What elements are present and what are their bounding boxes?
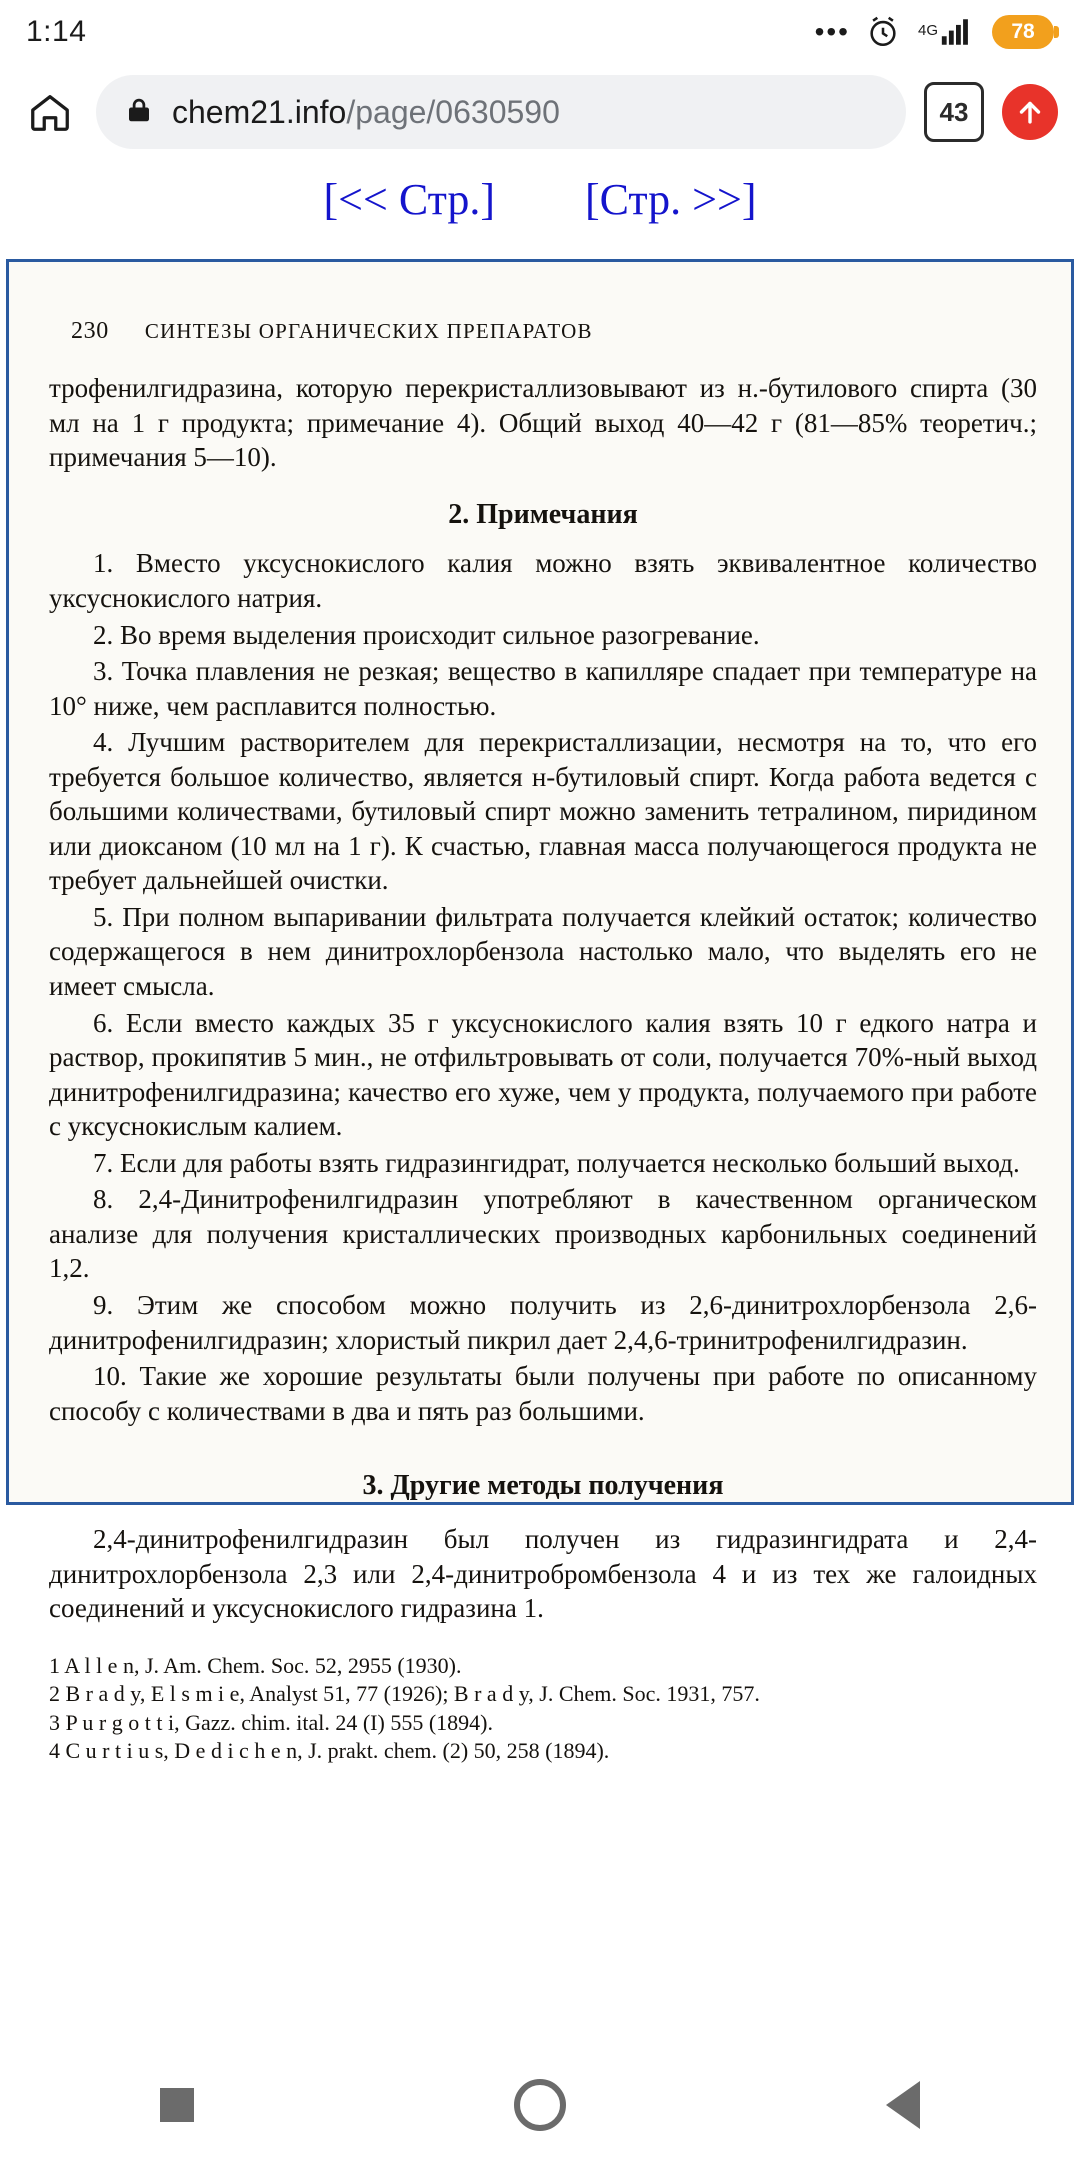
url-host: chem21.info	[172, 93, 347, 130]
scanned-page-image	[6, 259, 1074, 1764]
reference-item: 4 C u r t i u s, D e d i c h e n, J. prakt. chem. (2) 50, 258 (1894).	[49, 1738, 610, 1764]
signal-bars-icon	[916, 15, 976, 49]
scan-page-number: 230	[71, 318, 109, 344]
home-nav-icon[interactable]	[514, 2079, 566, 2131]
lock-icon	[124, 93, 154, 132]
alarm-clock-icon	[866, 15, 900, 49]
scan-section-3-title: 3. Другие методы получения	[362, 1470, 724, 1502]
reference-item: 2 B r a d y, E l s m i e, Analyst 51, 77 (1926); B r a d y, J. Chem. Soc. 1931, 757.	[49, 1681, 760, 1707]
scan-note: 10. Такие же хорошие результаты были получены при работе по описанному способу с количествами в два и пять раз большими.	[49, 1361, 1037, 1426]
scan-note: 1. Вместо уксуснокислого калия можно взять эквивалентное количество уксуснокислого натрия.	[49, 548, 1037, 614]
scan-note: 4. Лучшим растворителем для перекристаллизации, несмотря на то, что его требуется большое количество, является н-бутиловый спирт. Когда работа ведется с большими количествами, бутиловый спирт можно заменить тетралином, пиридином или диоксаном (10 мл на 1 г). К счастью, главная масса получающегося продукта не требует дальнейшей очистки.	[49, 727, 1037, 896]
scan-body	[49, 371, 1037, 1626]
home-icon[interactable]	[22, 84, 78, 140]
web-page-content	[0, 160, 1080, 2050]
url-bar[interactable]	[96, 75, 906, 149]
back-nav-icon[interactable]	[886, 2081, 920, 2129]
scan-note: 8. 2,4-Динитрофенилгидразин употребляют в качественном органическом анализе для получения кристаллических производных карбонильных соединений 1,2.	[49, 1184, 1037, 1284]
scan-running-head: СИНТЕЗЫ ОРГАНИЧЕСКИХ ПРЕПАРАТОВ	[144, 319, 593, 343]
url-text	[172, 94, 560, 131]
scan-intro-paragraph: трофенилгидразина, которую перекристаллизовывают из н.-бутилового спирта (30 мл на 1 г продукта; примечание 4). Общий выход 40—42 г (81—85% теоретич.; примечания 5—10).	[49, 373, 1037, 473]
upload-arrow-icon[interactable]	[1002, 84, 1058, 140]
battery-indicator	[992, 15, 1054, 49]
prev-page-link[interactable]: [<< Стр.]	[323, 175, 495, 224]
scan-header	[49, 318, 1037, 345]
tab-count-button[interactable]	[924, 82, 984, 142]
recent-apps-icon[interactable]	[160, 2088, 194, 2122]
scan-note: 6. Если вместо каждых 35 г уксуснокислого калия взять 10 г едкого натра и раствор, прокипятив 5 мин., не отфильтровывать от соли, получается 70%-ный выход динитрофенилгидразина; качество его хуже, чем у продукта, получаемого при работе с уксуснокислым калием.	[49, 1007, 1037, 1142]
network-type-label: 4G	[917, 22, 938, 39]
scan-note: 7. Если для работы взять гидразингидрат, получается несколько больший выход.	[93, 1147, 1020, 1178]
url-path: /page/0630590	[346, 93, 560, 130]
reference-item: 3 P u r g o t t i, Gazz. chim. ital. 24 (I) 555 (1894).	[49, 1709, 493, 1735]
status-icons	[815, 15, 1054, 49]
scan-note: 2. Во время выделения происходит сильное разогревание.	[93, 619, 760, 650]
android-nav-bar	[0, 2050, 1080, 2160]
status-clock: 1:14	[26, 15, 87, 48]
scan-note: 9. Этим же способом можно получить из 2,6-динитрохлорбензола 2,6-динитрофенилгидразин; хлористый пикрил дает 2,4,6-тринитрофенилгидразин.	[49, 1289, 1037, 1355]
next-page-link[interactable]: [Стр. >>]	[585, 175, 757, 224]
tab-count-label: 43	[939, 96, 969, 127]
browser-toolbar	[0, 64, 1080, 160]
reference-item: 1 A l l e n, J. Am. Chem. Soc. 52, 2955 (1930).	[49, 1652, 462, 1678]
status-bar	[0, 0, 1080, 64]
scan-note: 3. Точка плавления не резкая; вещество в капилляре спадает при температуре на 10° ниже, чем расплавится полностью.	[49, 656, 1037, 721]
scan-references	[49, 1652, 1037, 1766]
overflow-dots-icon: •••	[814, 16, 850, 47]
scan-note: 5. При полном выпаривании фильтрата получается клейкий остаток; количество содержащегося в нем динитрохлорбензола настолько мало, что выделять его не имеет смысла.	[49, 901, 1037, 1002]
scan-section-3-paragraph: 2,4-динитрофенилгидразин был получен из гидразингидрата и 2,4-динитрохлорбензола 2,3 или 2,4-динитробромбензола 4 и из тех же галоидных соединений и уксуснокислого гидразина 1.	[49, 1523, 1037, 1624]
scan-section-2-title: 2. Примечания	[448, 498, 638, 530]
page-navigation	[0, 160, 1080, 237]
battery-level-label: 78	[1011, 20, 1035, 43]
